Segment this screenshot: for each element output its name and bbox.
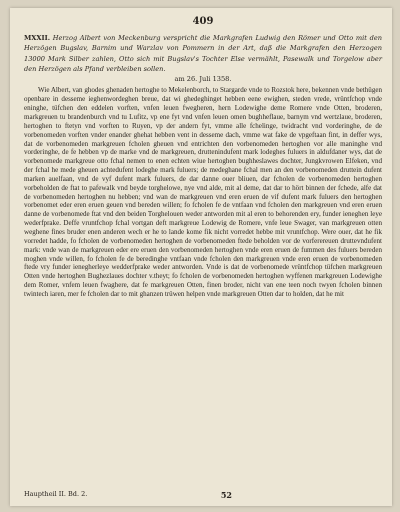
page-number: 409 [192, 16, 214, 27]
document-page [10, 8, 392, 506]
heading-text: Herzog Albert von Meckenburg verspricht die Markgrafen Ludwig den Römer und Otto mit den Herzögen Bugslav, Barnim und Warzlav von Pommern in der Art, daß die Markgrafen den Herzogen 13000 Mark Silber zahlen, Otto sich mit Bugslav's Tochter Else vermählt, Pasewalk und Torgelow aber den Herzögen als Pfand verbleiben sollen. [24, 34, 382, 73]
page-footer [24, 490, 382, 500]
document-heading [24, 33, 382, 84]
footer-signature: 52 [220, 490, 232, 500]
body-paragraph: Wie Albert, van ghodes ghenaden hertoghe to Mekelenborch, to Stargarde vnde to Rozstok here, bekennen vnde bethügen openbare in desseme ieghenwordeghen breue, dat wi ghedeghinget hebben eene ewighen, steden vrede, vrüntfchop vnde eninghe, tüfchen den eddelen vorften, vnfen leuen fwegheren, hern Lodewighe deme Romere vnde Otten, broderen, markgreuen tu brandenburch vnd tu Lufitz, vp ene fyt vnd vnfen leuen omen bughheflaue, barnym vnd wertzlaue, broderen, hertoghen to ftetyn vnd vorften to Ruyen, vp der andern fyt, vmme alle fchelinge, twidracht vnd vorderinghe, de de vorbenomeden vorften vnder enander ghehat hebben vent in desseme dach, vmme wat fake de vpgeftaan fint, in deffer wys, dat de vorbenomeden markgreuen fcholen gheuen vnd entrichten den vorbenomeden hertoghen vor alle maninghe vnd vorderinghe, de fe hebben vp de marke vnd de markgreuen, druttenindufent mark lodeghes fuluers in aldufdaner wys, dat de vorbenomede markgreue otto fchal nemen to enen echten wiue hertoghen bughheslawes dochter, Jungkvrowen Elfeken, vnd der fchal he mede gheuen achtedufent lodeghe mark fuluers; de medeghane fchal men an den vorbenomeden druttein dufent marken auelfaan, vnd de vyf dufent mark fuluers, de dar danne ouer bliuen, dar fcholen de vorbenomeden hertoghen vorbeholden de ftat to pafewalk vnd beyde torghelowe, nye vnd alde, mit al deme, dat dar to hört binnen der fchede, alfe dat de vorbenomeden hertoghen nu hebben; vnd wan de markgreuen vnd eren eruen de vif dufent mark fuluers den hertoghen vorbenomet eder eren eruen geuen vnd bereden willen; fo fcholen fe de vntfaan vnd fcholen den markgreuen vnd eren eruen danne de vorbenomede ftat vnd den beiden Torghelouen weder antworden mit al eren to behorenden ery, funder ieneghen leye wederfprake. Deffe vruntfchop fchal vortgan deft markgreue Lodewig de Romere, vnfe leue Swager, van markgreuen otten weghene fines bruder enen anderen wech er he to lande kome fik nicht vorredet hebbe mit vruntfchop. Were ouer, dat he fik vorredet hadde, fo fcholen de vorbenomeden hertoghen de vorbenomeden ftede beholden vor de vorferereuen druttevndufent mark: vnde wan de markgreuen eder ere eruen den vorbenomeden hertoghen vnde eren eruen de fummen des fuluers bereden moghen vnde willen, fo fcholen fe de beredinghe vntfaan vnde fcholen den markgreuen vnde eren eruen de vorbenomeden ftede vry funder ienegherleye wedderfprake weder antworden. Vnde is dat de vorbenomede vrüntfchop tüfchen markgreuen Otten vnde hertoghen Bughezlaues dochter v.theyt; fo fcholen de vorbenomeden hertoghen wyffenen markgreuen Lodewighe dem Romer, vnfem leuen fwaghere, dat fe markgreuen Otten, finen broder, nicht van ene teen noch twyen fcholen binnen twintech iaren, mer fe fcholen dar to mit ghanzen trüwen helpen vnde markgreuen Otten dar to holden, dat he mit [24, 86, 382, 298]
document-body [24, 86, 382, 298]
page-content [24, 16, 382, 500]
footer-volume: Hauptheil II. Bd. 2. [24, 490, 88, 498]
document-number: MXXII. [24, 34, 50, 42]
heading-date: am 26. Juli 1358. [174, 75, 232, 84]
